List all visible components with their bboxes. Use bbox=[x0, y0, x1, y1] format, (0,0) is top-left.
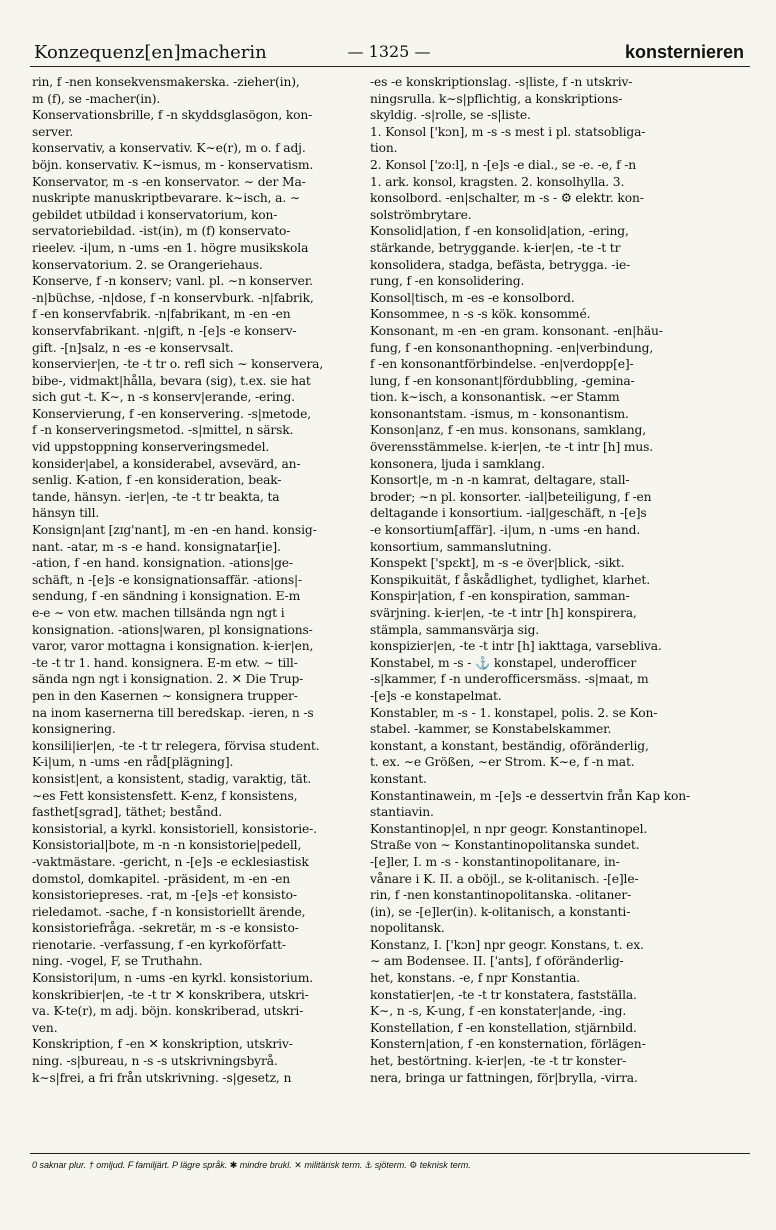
footer-rule bbox=[30, 1153, 750, 1154]
right-column-line: konstant, a konstant, beständig, oföränderlig, bbox=[370, 738, 649, 753]
right-column-line: t. ex. ∼e Größen, ∼er Strom. K∼e, f -n mat. bbox=[370, 755, 635, 770]
left-column-line: va. K-te(r), m adj. böjn. konskriberad, utskri- bbox=[32, 1004, 304, 1019]
right-column-line: 1. Konsol ['kɔn], m -s -s mest i pl. statsobliga- bbox=[370, 124, 646, 139]
left-column-line: f -en konservfabrik. -n|fabrikant, m -en -en bbox=[32, 307, 291, 322]
left-column-line: sända ngn ngt i konsignation. 2. ✕ Die Trup- bbox=[32, 672, 304, 687]
left-column-line: konservatorium. 2. se Orangeriehaus. bbox=[32, 257, 263, 272]
left-column-line: Konservierung, f -en konservering. -s|metode, bbox=[32, 406, 312, 421]
left-column-line: vid uppstoppning konserveringsmedel. bbox=[32, 440, 270, 455]
right-column-line: broder; ∼n pl. konsorter. -ial|beteiligung, f -en bbox=[370, 489, 652, 504]
left-column-line: server. bbox=[32, 124, 74, 139]
left-column-line: ning. -vogel, F, se Truthahn. bbox=[32, 954, 203, 969]
right-column-line: konsonantstam. -ismus, m - konsonantism. bbox=[370, 406, 629, 421]
abbreviation-legend: 0 saknar plur. † omljud. F familjärt. P lägre språk. ✱ mindre brukl. ✕ militärisk term. ⚓ sjöterm. ⚙ teknisk term. bbox=[32, 1160, 471, 1170]
right-column-line: konstant. bbox=[370, 771, 427, 786]
right-column-line: ningsrulla. k∼s|pflichtig, a konskriptions- bbox=[370, 91, 623, 106]
right-column-line: svärjning. k-ier|en, -te -t intr [h] konspirera, bbox=[370, 606, 637, 620]
left-column-line: e-e ∼ von etw. machen tillsända ngn ngt i bbox=[32, 606, 285, 620]
left-column-line: rieelev. -i|um, n -ums -en 1. högre musikskola bbox=[32, 240, 309, 255]
right-column-line: Konspir|ation, f -en konspiration, samman- bbox=[370, 589, 630, 604]
left-column-line: Konserve, f -n konserv; vanl. pl. ∼n konserver. bbox=[32, 274, 313, 289]
left-column-line: rin, f -nen konsekvensmakerska. -zieher(in), bbox=[32, 75, 300, 89]
right-column-line: konspizier|en, -te -t intr [h] iakttaga, varsebliva. bbox=[370, 639, 662, 654]
right-column-line: 1. ark. konsol, kragsten. 2. konsolhylla. 3. bbox=[370, 174, 625, 189]
left-column-line: tande, hänsyn. -ier|en, -te -t tr beakta, ta bbox=[32, 489, 280, 504]
left-column-line: Konsistorial|bote, m -n -n konsistorie|pedell, bbox=[32, 838, 302, 853]
right-column-line: fung, f -en konsonanthopning. -en|verbindung, bbox=[370, 340, 654, 355]
right-column-line: 2. Konsol ['zo:l], n -[e]s -e dial., se -e. -e, f -n bbox=[370, 157, 637, 172]
left-column-line: rienotarie. -verfassung, f -en kyrkoförfatt- bbox=[32, 937, 286, 952]
left-column-line: ven. bbox=[32, 1020, 58, 1035]
right-column-line: -s|kammer, f -n underofficersmäss. -s|maat, m bbox=[370, 672, 649, 687]
right-column-line: rin, f -nen konstantinopolitanska. -olitaner- bbox=[370, 888, 632, 903]
right-column-line: Konsonant, m -en -en gram. konsonant. -en|häu- bbox=[370, 323, 663, 338]
left-column-line: sich gut -t. K∼, n -s konserv|erande, -ering. bbox=[32, 390, 295, 405]
right-column-line: stabel. -kammer, se Konstabelskammer. bbox=[370, 722, 612, 737]
left-column-line: Konservationsbrille, f -n skyddsglasögon, kon- bbox=[32, 108, 313, 123]
left-column-line: ∼es Fett konsistensfett. K-enz, f konsistens, bbox=[32, 788, 298, 803]
header-first-entry: Konzequenz[en]macherin bbox=[34, 42, 267, 63]
right-column-line: f -en konsonantförbindelse. -en|verdopp[e]- bbox=[370, 357, 634, 372]
left-column-line: hänsyn till. bbox=[32, 506, 100, 521]
right-column-line: lung, f -en konsonant|fördubbling, -gemina- bbox=[370, 373, 635, 388]
right-column-line: Konsort|e, m -n -n kamrat, deltagare, stall- bbox=[370, 473, 630, 488]
right-column-line: tion. k∼isch, a konsonantisk. ∼er Stamm bbox=[370, 390, 620, 405]
right-column-line: -e konsortium[affär]. -i|um, n -ums -en hand. bbox=[370, 523, 641, 538]
right-column-line: stärkande, betryggande. k-ier|en, -te -t tr bbox=[370, 240, 621, 255]
left-column-line: Konskription, f -en ✕ konskription, utskriv- bbox=[32, 1037, 293, 1052]
right-column-line: tion. bbox=[370, 141, 398, 156]
left-column-line: konsignation. -ations|waren, pl konsignations- bbox=[32, 622, 313, 637]
left-column-line: na inom kasernerna till beredskap. -ieren, n -s bbox=[32, 705, 314, 720]
header-rule bbox=[30, 66, 750, 67]
left-column-line: konsistoriefråga. -sekretär, m -s -e konsisto- bbox=[32, 921, 299, 936]
right-column-line: -es -e konskriptionslag. -s|liste, f -n utskriv- bbox=[370, 75, 633, 89]
left-column-line: nuskripte manuskriptbevarare. k∼isch, a. ∼ bbox=[32, 191, 301, 206]
left-column-line: konsistoriepreses. -rat, m -[e]s -e† konsisto- bbox=[32, 888, 297, 903]
right-column-line: Konsolid|ation, f -en konsolid|ation, -ering, bbox=[370, 224, 629, 239]
left-column-line: varor, varor mottagna i konsignation. k-ier|en, bbox=[32, 639, 314, 654]
right-column-line: het, konstans. -e, f npr Konstantia. bbox=[370, 971, 581, 986]
page-header bbox=[34, 42, 744, 72]
right-column-line: Konspekt ['spɛkt], m -s -e över|blick, -sikt. bbox=[370, 556, 625, 571]
left-column-line: Konsistori|um, n -ums -en kyrkl. konsistorium. bbox=[32, 971, 314, 986]
right-column-line: Straße von ∼ Konstantinopolitanska sundet. bbox=[370, 838, 640, 853]
right-column-line: konstatier|en, -te -t tr konstatera, fastställa. bbox=[370, 987, 637, 1002]
right-column-line: konsonera, ljuda i samklang. bbox=[370, 456, 545, 471]
left-column-line: servatoriebildad. -ist(in), m (f) konservato- bbox=[32, 224, 291, 239]
right-column-line: Konstabler, m -s - 1. konstapel, polis. 2. se Kon- bbox=[370, 705, 658, 720]
right-column-line: -[e]ler, I. m -s - konstantinopolitanare, in- bbox=[370, 854, 620, 869]
right-column-line: ∼ am Bodensee. II. ['ants], f oföränderlig- bbox=[370, 954, 624, 969]
right-column-line: Konstanz, I. ['kɔn] npr geogr. Konstans, t. ex. bbox=[370, 937, 644, 952]
left-column-line: Konservator, m -s -en konservator. ∼ der Ma- bbox=[32, 174, 306, 189]
right-column bbox=[370, 74, 714, 1144]
right-column-line: -[e]s -e konstapelmat. bbox=[370, 688, 502, 703]
left-column-line: konsist|ent, a konsistent, stadig, varaktig, tät. bbox=[32, 771, 312, 786]
right-column-line: Konstantinawein, m -[e]s -e dessertvin från Kap kon- bbox=[370, 788, 691, 803]
right-column-line: Konstantinop|el, n npr geogr. Konstantinopel. bbox=[370, 821, 648, 836]
left-column-line: konservfabrikant. -n|gift, n -[e]s -e konserv- bbox=[32, 323, 297, 338]
right-column-line: deltagande i konsortium. -ial|geschäft, n -[e]s bbox=[370, 506, 647, 521]
right-column-line: rung, f -en konsolidering. bbox=[370, 274, 525, 289]
left-column-line: konsistorial, a kyrkl. konsistoriell, konsistorie-. bbox=[32, 821, 317, 836]
left-column-line: konskribier|en, -te -t tr ✕ konskribera, utskri- bbox=[32, 987, 309, 1002]
right-column-line: het, bestörtning. k-ier|en, -te -t tr konster- bbox=[370, 1054, 627, 1069]
header-last-entry: konsternieren bbox=[624, 42, 744, 62]
right-column-line: Konstellation, f -en konstellation, stjärnbild. bbox=[370, 1020, 637, 1035]
left-column-line: schäft, n -[e]s -e konsignationsaffär. -ations|- bbox=[32, 572, 303, 587]
left-column-line: gebildet utbildad i konservatorium, kon- bbox=[32, 207, 278, 222]
left-column-line: konsider|abel, a konsiderabel, avsevärd, an- bbox=[32, 456, 301, 471]
left-column-line: K-i|um, n -ums -en råd[plägning]. bbox=[32, 755, 234, 770]
right-column-line: konsortium, sammanslutning. bbox=[370, 539, 552, 554]
right-column-line: (in), se -[e]ler(in). k-olitanisch, a konstanti- bbox=[370, 904, 631, 919]
left-column-line: konsili|ier|en, -te -t tr relegera, förvisa student. bbox=[32, 738, 320, 753]
left-column-line: -vaktmästare. -gericht, n -[e]s -e ecklesiastisk bbox=[32, 854, 309, 869]
right-column-line: vånare i K. II. a oböjl., se k-olitanisch. -[e]le- bbox=[370, 871, 639, 886]
left-column-line: f -n konserveringsmetod. -s|mittel, n särsk. bbox=[32, 423, 294, 438]
left-column-line: fasthet[sgrad], täthet; bestånd. bbox=[32, 805, 222, 820]
left-column-line: sendung, f -en sändning i konsignation. E-m bbox=[32, 589, 301, 604]
left-column-line: -n|büchse, -n|dose, f -n konservburk. -n|fabrik, bbox=[32, 290, 314, 305]
left-column-line: Konsign|ant [zɪg'nant], m -en -en hand. konsig- bbox=[32, 523, 317, 538]
left-column-line: m (f), se -macher(in). bbox=[32, 91, 161, 106]
left-column-line: gift. -[n]salz, n -es -e konservsalt. bbox=[32, 340, 234, 355]
left-column-line: senlig. K-ation, f -en konsideration, beak- bbox=[32, 473, 282, 488]
right-column-line: Konstern|ation, f -en konsternation, förlägen- bbox=[370, 1037, 646, 1052]
left-column-line: konservier|en, -te -t tr o. refl sich ∼ konservera, bbox=[32, 357, 324, 372]
right-column-line: överensstämmelse. k-ier|en, -te -t intr [h] mus. bbox=[370, 440, 654, 455]
left-column-line: k∼s|frei, a fri från utskrivning. -s|gesetz, n bbox=[32, 1070, 292, 1085]
right-column-line: Konson|anz, f -en mus. konsonans, samklang, bbox=[370, 423, 646, 438]
right-column-line: Konsommee, n -s -s kök. konsommé. bbox=[370, 307, 591, 322]
right-column-line: stantiavin. bbox=[370, 805, 434, 820]
left-column-line: -te -t tr 1. hand. konsignera. E-m etw. ∼ till- bbox=[32, 655, 298, 670]
right-column-line: konsolidera, stadga, befästa, betrygga. -ie- bbox=[370, 257, 631, 272]
left-column-line: bibe-, vidmakt|hålla, bevara (sig), t.ex. sie hat bbox=[32, 373, 311, 388]
right-column-line: stämpla, sammansvärja sig. bbox=[370, 622, 540, 637]
right-column-line: K∼, n -s, K-ung, f -en konstater|ande, -ing. bbox=[370, 1004, 627, 1019]
left-column-line: domstol, domkapitel. -präsident, m -en -en bbox=[32, 871, 291, 886]
left-column-line: pen in den Kasernen ∼ konsignera trupper- bbox=[32, 688, 298, 703]
left-column-line: ning. -s|bureau, n -s -s utskrivningsbyrå. bbox=[32, 1054, 278, 1069]
left-column-line: konservativ, a konservativ. K∼e(r), m o. f adj. bbox=[32, 141, 306, 156]
left-column-line: konsignering. bbox=[32, 722, 116, 737]
right-column-line: nopolitansk. bbox=[370, 921, 445, 936]
right-column-line: skyldig. -s|rolle, se -s|liste. bbox=[370, 108, 531, 123]
right-column-line: Konstabel, m -s - ⚓ konstapel, underofficer bbox=[370, 655, 637, 670]
left-column-line: nant. -atar, m -s -e hand. konsignatar[ie]. bbox=[32, 539, 281, 554]
left-column-line: rieledamot. -sache, f -n konsistoriellt ärende, bbox=[32, 904, 306, 919]
right-column-line: nera, bringa ur fattningen, för|brylla, -virra. bbox=[370, 1070, 638, 1085]
right-column-line: Konsol|tisch, m -es -e konsolbord. bbox=[370, 290, 575, 305]
left-column-line: böjn. konservativ. K∼ismus, m - konservatism. bbox=[32, 157, 314, 172]
page-number: — 1325 — bbox=[347, 42, 431, 61]
right-column-line: Konspikuität, f åskådlighet, tydlighet, klarhet. bbox=[370, 572, 650, 587]
left-column bbox=[32, 74, 376, 1144]
left-column-line: -ation, f -en hand. konsignation. -ations|ge- bbox=[32, 556, 293, 571]
right-column-line: solströmbrytare. bbox=[370, 207, 472, 222]
right-column-line: konsolbord. -en|schalter, m -s - ⚙ elektr. kon- bbox=[370, 191, 644, 206]
